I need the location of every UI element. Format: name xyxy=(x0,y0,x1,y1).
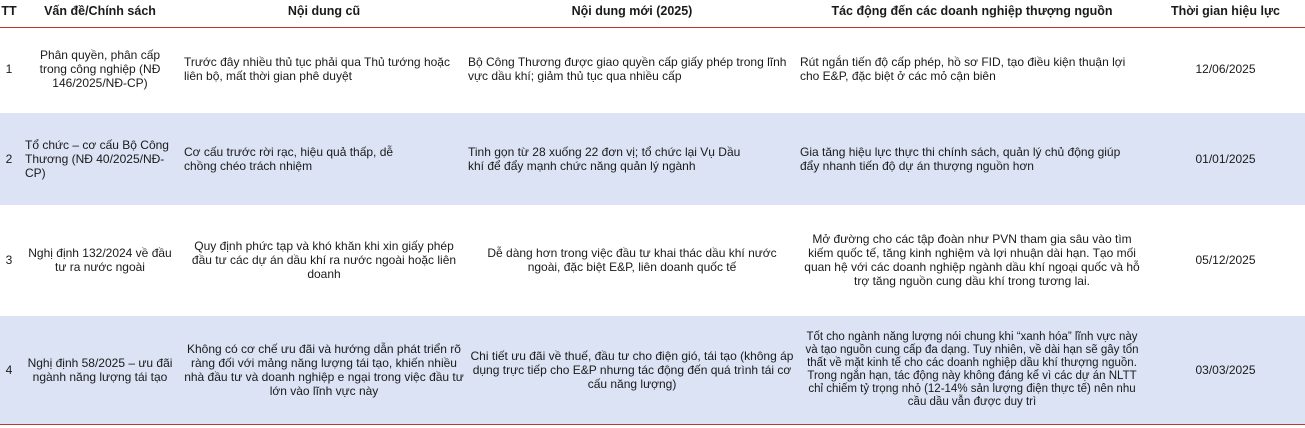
row-issue: Phân quyền, phân cấp trong công nghiệp (NĐ 146/2025/NĐ-CP) xyxy=(39,48,161,90)
row-num: 1 xyxy=(5,62,13,76)
row-new-content: Dễ dàng hơn trong việc đầu tư khai thác dầu khí nước ngoài, đặc biệt E&P, liên doanh quốc tế xyxy=(487,246,777,274)
row-impact: Rút ngắn tiến độ cấp phép, hồ sơ FID, tạo điều kiện thuận lợi cho E&P, đặc biệt ở các mỏ cận biên xyxy=(800,55,1126,83)
row-new-content: Chi tiết ưu đãi về thuế, đầu tư cho điện gió, tái tạo (không áp dụng trực tiếp cho E&P nhưng tác động đến quá trình tái cơ cấu năng lượng) xyxy=(470,349,794,391)
row-impact: Mở đường cho các tập đoàn như PVN tham gia sâu vào tìm kiếm quốc tế, tăng kinh nghiệm và lợi nhuận dài hạn. Tạo mối quan hệ với các doanh nghiệp ngành dầu khí ngoại quốc và hỗ trợ tăng nguồn cung dầu khí trong tương lai. xyxy=(804,232,1140,288)
row-effective-date: 03/03/2025 xyxy=(1195,363,1256,377)
row-new-content: Tinh gọn từ 28 xuống 22 đơn vị; tổ chức lại Vụ Dầu khí để đẩy mạnh chức năng quản lý ngành xyxy=(468,145,741,173)
row-impact: Gia tăng hiệu lực thực thi chính sách, quản lý chủ động giúp đẩy nhanh tiến độ dự án thượng nguồn hơn xyxy=(800,145,1121,173)
header-impact: Tác động đến các doanh nghiệp thượng nguồn xyxy=(831,4,1113,18)
header-num: TT xyxy=(1,4,17,18)
header-issue: Vấn đề/Chính sách xyxy=(44,4,156,18)
header-new-content: Nội dung mới (2025) xyxy=(571,4,693,18)
row-num: 2 xyxy=(5,152,13,166)
row-effective-date: 01/01/2025 xyxy=(1195,152,1256,166)
table-row xyxy=(0,113,1305,205)
table-row xyxy=(0,316,1305,424)
row-effective-date: 05/12/2025 xyxy=(1195,253,1256,267)
row-old-content: Trước đây nhiều thủ tục phải qua Thủ tướng hoặc liên bộ, mất thời gian phê duyệt xyxy=(184,55,450,83)
row-old-content: Quy định phức tạp và khó khăn khi xin giấy phép đầu tư các dự án dầu khí ra nước ngoài hoặc liên doanh xyxy=(191,239,457,281)
row-issue: Tổ chức – cơ cấu Bộ Công Thương (NĐ 40/2025/NĐ-CP) xyxy=(25,138,169,180)
row-num: 4 xyxy=(5,363,13,377)
table-bottom-border xyxy=(0,424,1305,425)
row-new-content: Bộ Công Thương được giao quyền cấp giấy phép trong lĩnh vực dầu khí; giảm thủ tục qua nhiều cấp xyxy=(468,55,787,83)
row-old-content: Cơ cấu trước rời rạc, hiệu quả thấp, dễ chồng chéo trách nhiệm xyxy=(184,145,394,173)
row-issue: Nghị định 58/2025 – ưu đãi ngành năng lượng tái tạo xyxy=(27,356,173,384)
row-old-content: Không có cơ chế ưu đãi và hướng dẫn phát triển rõ ràng đối với mảng năng lượng tái tạo, khiến nhiều nhà đầu tư và doanh nghiệp e ngại trong việc đầu tư lớn vào lĩnh vực này xyxy=(184,342,464,398)
table-row xyxy=(0,28,1305,110)
row-effective-date: 12/06/2025 xyxy=(1195,62,1256,76)
row-impact: Tốt cho ngành năng lượng nói chung khi “xanh hóa” lĩnh vực này và tạo nguồn cung cấp đa dạng. Tuy nhiên, về dài hạn sẽ gây tổn thất về mặt kinh tế cho các doanh nghiệp dầu khí thượng nguồn. Trong ngắn hạn, tác động này không đáng kể vì các dự án NLTT chỉ chiếm tỷ trọng nhỏ (12-14% sản lượng điện thực tế) nên nhu cầu dầu vẫn được duy trì xyxy=(805,331,1139,408)
row-num: 3 xyxy=(5,253,13,267)
header-old-content: Nội dung cũ xyxy=(287,4,361,18)
table-row xyxy=(0,206,1305,314)
row-issue: Nghị định 132/2024 về đầu tư ra nước ngoài xyxy=(28,246,172,274)
table-header xyxy=(0,0,1305,28)
header-effective-date: Thời gian hiệu lực xyxy=(1171,4,1280,18)
